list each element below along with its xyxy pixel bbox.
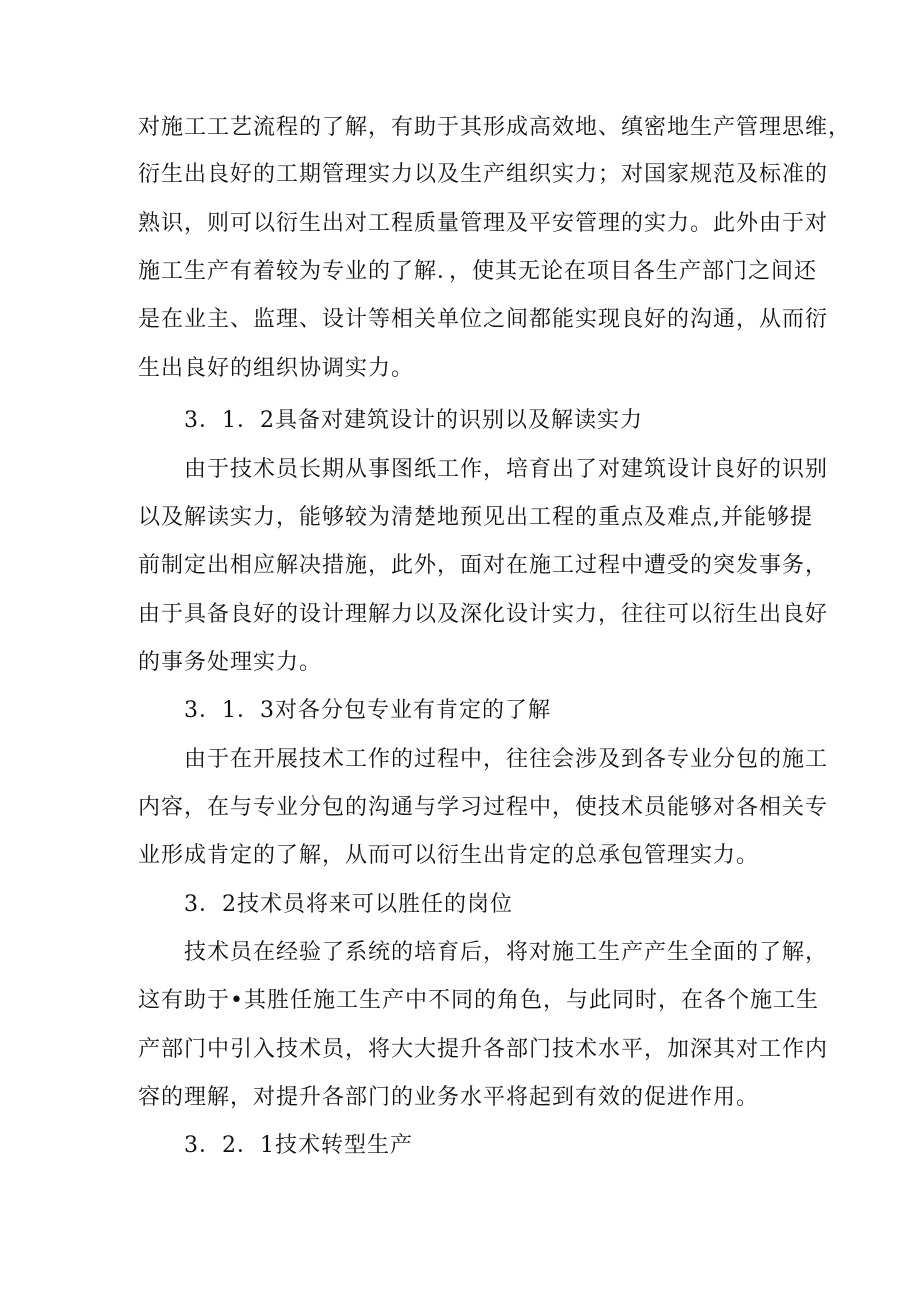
paragraph-first-line: 技术员在经验了系统的培育后，将对施工生产产生全面的了解，: [184, 940, 829, 965]
section-heading-3-2: 3．2技术员将来可以胜任的岗位: [184, 892, 513, 917]
paragraph-line: 熟识，则可以衍生出对工程质量管理及平安管理的实力。此外由于对: [138, 211, 829, 236]
paragraph-line: 产部门中引入技术员，将大大提升各部门技术水平，加深其对工作内: [138, 1037, 829, 1062]
paragraph-line: 是在业主、监理、设计等相关单位之间都能实现良好的沟通，从而衍: [138, 307, 829, 332]
paragraph-first-line: 由于在开展技术工作的过程中，往往会涉及到各专业分包的施工: [184, 747, 829, 772]
paragraph-line: 的事务处理实力。: [138, 650, 323, 675]
section-heading-3-2-1: 3．2．1技术转型生产: [184, 1133, 413, 1158]
paragraph-line: 业形成肯定的了解，从而可以衍生出肯定的总承包管理实力。: [138, 843, 760, 868]
paragraph-line: 对施工工艺流程的了解，有助于其形成高效地、缜密地生产管理思维，: [138, 115, 852, 140]
paragraph-line: 内容，在与专业分包的沟通与学习过程中，使技术员能够对各相关专: [138, 795, 829, 820]
section-heading-3-1-3: 3．1．3对各分包专业有肯定的了解: [184, 698, 551, 723]
section-heading-3-1-2: 3．1．2具备对建筑设计的识别以及解读实力: [184, 408, 643, 433]
paragraph-line: 这有助于•其胜任施工生产中不同的角色，与此同时，在各个施工生: [138, 988, 819, 1013]
paragraph-line: 生出良好的组织协调实力。: [138, 356, 415, 381]
paragraph-first-line: 由于技术员长期从事图纸工作，培育出了对建筑设计良好的识别: [184, 457, 829, 482]
paragraph-line: 施工生产有着较为专业的了解．，使其无论在项目各生产部门之间还: [138, 259, 818, 284]
paragraph-line: 由于具备良好的设计理解力以及深化设计实力，往往可以衍生出良好: [138, 602, 829, 627]
paragraph-line: 前制定出相应解决措施，此外，面对在施工过程中遭受的突发事务，: [138, 553, 829, 578]
paragraph-line: 以及解读实力，能够较为清楚地预见出工程的重点及难点,并能够提: [138, 505, 813, 530]
paragraph-line: 衍生出良好的工期管理实力以及生产组织实力；对国家规范及标准的: [138, 162, 829, 187]
paragraph-line: 容的理解，对提升各部门的业务水平将起到有效的促进作用。: [138, 1085, 760, 1110]
